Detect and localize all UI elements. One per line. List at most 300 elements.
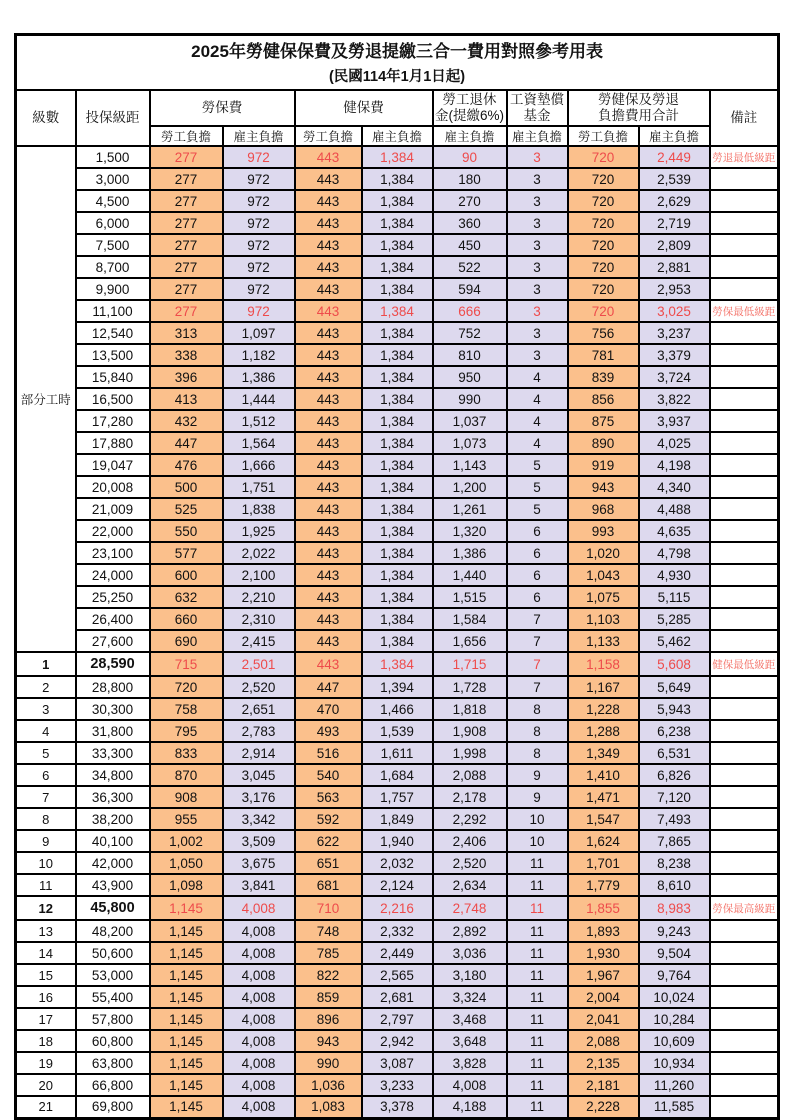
total-worker-cell: 720 [568,278,639,300]
health-worker-cell: 443 [295,542,362,564]
health-employer-cell: 2,216 [362,896,433,920]
health-worker-cell: 443 [295,212,362,234]
total-worker-cell: 720 [568,234,639,256]
level-cell: 8 [16,808,76,830]
health-employer-cell: 1,384 [362,520,433,542]
health-worker-cell: 443 [295,256,362,278]
subheader-labor-employer: 雇主負擔 [223,126,295,146]
total-employer-cell: 5,608 [639,652,710,676]
level-cell: 6 [16,764,76,786]
table-row [16,1096,779,1118]
labor-employer-cell: 3,675 [223,852,295,874]
total-worker-cell: 1,701 [568,852,639,874]
level-cell: 7 [16,786,76,808]
wage-fund-employer-cell: 8 [507,720,568,742]
bracket-cell: 30,300 [76,698,150,720]
wage-fund-employer-cell: 6 [507,586,568,608]
labor-employer-cell: 1,925 [223,520,295,542]
total-employer-cell: 8,610 [639,874,710,896]
health-worker-cell: 443 [295,168,362,190]
labor-worker-cell: 720 [150,676,223,698]
table-row [16,698,779,720]
level-cell: 21 [16,1096,76,1118]
bracket-cell: 53,000 [76,964,150,986]
wage-fund-employer-cell: 10 [507,830,568,852]
wage-fund-employer-cell: 10 [507,808,568,830]
title-row [16,35,779,91]
health-worker-cell: 470 [295,698,362,720]
bracket-cell: 20,008 [76,476,150,498]
health-worker-cell: 822 [295,964,362,986]
health-worker-cell: 592 [295,808,362,830]
bracket-cell: 3,000 [76,168,150,190]
health-employer-cell: 1,394 [362,676,433,698]
health-worker-cell: 540 [295,764,362,786]
table-row [16,168,779,190]
subheader-health-employer: 雇主負擔 [362,126,433,146]
health-employer-cell: 1,384 [362,234,433,256]
labor-employer-cell: 972 [223,278,295,300]
total-employer-cell: 6,826 [639,764,710,786]
wage-fund-employer-cell: 3 [507,212,568,234]
level-cell: 5 [16,742,76,764]
health-employer-cell: 1,384 [362,432,433,454]
table-row [16,454,779,476]
wage-fund-employer-cell: 3 [507,344,568,366]
level-cell: 14 [16,942,76,964]
total-employer-cell: 2,809 [639,234,710,256]
table-row [16,146,779,168]
bracket-cell: 26,400 [76,608,150,630]
health-worker-cell: 943 [295,1030,362,1052]
labor-worker-cell: 277 [150,146,223,168]
labor-employer-cell: 2,100 [223,564,295,586]
total-worker-cell: 1,624 [568,830,639,852]
wage-fund-employer-cell: 11 [507,1074,568,1096]
col-header-wage-fund: 工資墊償 基金 [507,90,568,126]
col-header-level: 級數 [16,90,76,146]
total-employer-cell: 4,798 [639,542,710,564]
level-cell: 9 [16,830,76,852]
labor-employer-cell: 1,838 [223,498,295,520]
health-employer-cell: 1,384 [362,608,433,630]
health-employer-cell: 2,124 [362,874,433,896]
bracket-cell: 57,800 [76,1008,150,1030]
bracket-cell: 31,800 [76,720,150,742]
labor-employer-cell: 972 [223,300,295,322]
labor-employer-cell: 3,176 [223,786,295,808]
remark-cell [710,920,779,942]
health-employer-cell: 2,449 [362,942,433,964]
labor-worker-cell: 500 [150,476,223,498]
wage-fund-employer-cell: 9 [507,786,568,808]
pension-employer-cell: 2,634 [433,874,507,896]
level-cell: 10 [16,852,76,874]
pension-employer-cell: 3,648 [433,1030,507,1052]
total-employer-cell: 4,340 [639,476,710,498]
bracket-cell: 27,600 [76,630,150,652]
labor-worker-cell: 600 [150,564,223,586]
labor-employer-cell: 1,666 [223,454,295,476]
pension-employer-cell: 1,818 [433,698,507,720]
level-cell: 13 [16,920,76,942]
health-worker-cell: 443 [295,498,362,520]
pension-employer-cell: 1,200 [433,476,507,498]
total-worker-cell: 720 [568,146,639,168]
total-employer-cell: 4,198 [639,454,710,476]
remark-cell [710,498,779,520]
table-row [16,964,779,986]
level-cell: 1 [16,652,76,676]
bracket-cell: 43,900 [76,874,150,896]
pension-employer-cell: 1,908 [433,720,507,742]
bracket-cell: 45,800 [76,896,150,920]
pension-employer-cell: 360 [433,212,507,234]
labor-employer-cell: 2,415 [223,630,295,652]
wage-fund-employer-cell: 11 [507,874,568,896]
wage-fund-employer-cell: 7 [507,630,568,652]
col-header-bracket: 投保級距 [76,90,150,146]
health-employer-cell: 3,378 [362,1096,433,1118]
wage-fund-employer-cell: 11 [507,1030,568,1052]
total-employer-cell: 11,585 [639,1096,710,1118]
remark-cell: 勞保最高級距 [710,896,779,920]
total-employer-cell: 3,724 [639,366,710,388]
col-header-remark: 備註 [710,90,779,146]
labor-employer-cell: 3,342 [223,808,295,830]
remark-cell [710,322,779,344]
total-worker-cell: 1,930 [568,942,639,964]
table-row [16,720,779,742]
total-employer-cell: 2,539 [639,168,710,190]
health-employer-cell: 1,384 [362,388,433,410]
health-worker-cell: 443 [295,322,362,344]
pension-employer-cell: 3,180 [433,964,507,986]
labor-worker-cell: 833 [150,742,223,764]
bracket-cell: 9,900 [76,278,150,300]
health-employer-cell: 1,384 [362,564,433,586]
table-row [16,256,779,278]
wage-fund-employer-cell: 5 [507,454,568,476]
pension-employer-cell: 1,073 [433,432,507,454]
labor-employer-cell: 972 [223,146,295,168]
table-row [16,498,779,520]
total-employer-cell: 9,764 [639,964,710,986]
total-employer-cell: 6,238 [639,720,710,742]
wage-fund-employer-cell: 9 [507,764,568,786]
labor-worker-cell: 413 [150,388,223,410]
health-employer-cell: 2,032 [362,852,433,874]
total-worker-cell: 856 [568,388,639,410]
remark-cell [710,410,779,432]
health-worker-cell: 443 [295,366,362,388]
bracket-cell: 63,800 [76,1052,150,1074]
bracket-cell: 25,250 [76,586,150,608]
remark-cell [710,542,779,564]
total-employer-cell: 10,284 [639,1008,710,1030]
table-row [16,786,779,808]
total-employer-cell: 7,865 [639,830,710,852]
total-worker-cell: 2,004 [568,986,639,1008]
remark-cell [710,388,779,410]
table-row [16,366,779,388]
premium-reference-table [14,33,780,1120]
table-row [16,942,779,964]
labor-worker-cell: 277 [150,168,223,190]
remark-cell [710,366,779,388]
health-worker-cell: 710 [295,896,362,920]
bracket-cell: 33,300 [76,742,150,764]
table-row [16,1052,779,1074]
labor-employer-cell: 972 [223,234,295,256]
health-employer-cell: 1,384 [362,366,433,388]
total-employer-cell: 4,635 [639,520,710,542]
total-worker-cell: 720 [568,190,639,212]
labor-employer-cell: 3,841 [223,874,295,896]
table-row [16,520,779,542]
bracket-cell: 17,280 [76,410,150,432]
wage-fund-employer-cell: 4 [507,388,568,410]
labor-employer-cell: 1,444 [223,388,295,410]
col-header-total: 勞健保及勞退 負擔費用合計 [568,90,710,126]
total-employer-cell: 8,238 [639,852,710,874]
labor-worker-cell: 795 [150,720,223,742]
health-employer-cell: 1,384 [362,300,433,322]
pension-employer-cell: 1,584 [433,608,507,630]
labor-employer-cell: 1,512 [223,410,295,432]
total-worker-cell: 1,020 [568,542,639,564]
health-worker-cell: 443 [295,146,362,168]
pension-employer-cell: 1,143 [433,454,507,476]
labor-employer-cell: 1,097 [223,322,295,344]
pension-employer-cell: 810 [433,344,507,366]
labor-employer-cell: 4,008 [223,1052,295,1074]
wage-fund-employer-cell: 3 [507,234,568,256]
total-employer-cell: 2,629 [639,190,710,212]
bracket-cell: 24,000 [76,564,150,586]
wage-fund-employer-cell: 3 [507,256,568,278]
labor-employer-cell: 2,022 [223,542,295,564]
total-worker-cell: 993 [568,520,639,542]
table-row [16,986,779,1008]
total-employer-cell: 2,881 [639,256,710,278]
total-worker-cell: 720 [568,168,639,190]
labor-employer-cell: 4,008 [223,964,295,986]
health-employer-cell: 2,332 [362,920,433,942]
pension-employer-cell: 2,178 [433,786,507,808]
remark-cell [710,476,779,498]
labor-employer-cell: 972 [223,256,295,278]
total-worker-cell: 720 [568,300,639,322]
wage-fund-employer-cell: 11 [507,920,568,942]
health-employer-cell: 1,384 [362,190,433,212]
pension-employer-cell: 2,088 [433,764,507,786]
health-worker-cell: 443 [295,476,362,498]
labor-worker-cell: 432 [150,410,223,432]
pension-employer-cell: 2,892 [433,920,507,942]
bracket-cell: 50,600 [76,942,150,964]
table-row [16,676,779,698]
pension-employer-cell: 950 [433,366,507,388]
labor-employer-cell: 2,651 [223,698,295,720]
labor-worker-cell: 870 [150,764,223,786]
health-employer-cell: 1,684 [362,764,433,786]
labor-employer-cell: 972 [223,168,295,190]
pension-employer-cell: 3,828 [433,1052,507,1074]
labor-employer-cell: 972 [223,212,295,234]
remark-cell [710,830,779,852]
pension-employer-cell: 180 [433,168,507,190]
health-employer-cell: 1,539 [362,720,433,742]
remark-cell [710,234,779,256]
labor-worker-cell: 577 [150,542,223,564]
total-worker-cell: 1,779 [568,874,639,896]
health-worker-cell: 443 [295,586,362,608]
total-worker-cell: 943 [568,476,639,498]
total-worker-cell: 1,967 [568,964,639,986]
remark-cell [710,742,779,764]
health-worker-cell: 443 [295,190,362,212]
level-cell: 2 [16,676,76,698]
bracket-cell: 11,100 [76,300,150,322]
level-cell: 19 [16,1052,76,1074]
total-worker-cell: 1,349 [568,742,639,764]
remark-cell [710,1030,779,1052]
table-row [16,344,779,366]
labor-worker-cell: 277 [150,234,223,256]
labor-worker-cell: 277 [150,212,223,234]
remark-cell [710,168,779,190]
labor-worker-cell: 1,002 [150,830,223,852]
wage-fund-employer-cell: 11 [507,1052,568,1074]
bracket-cell: 36,300 [76,786,150,808]
page-subtitle: (民國114年1月1日起) [328,69,466,85]
table-row [16,564,779,586]
health-employer-cell: 2,565 [362,964,433,986]
labor-employer-cell: 4,008 [223,942,295,964]
remark-cell: 勞退最低級距 [710,146,779,168]
health-employer-cell: 1,384 [362,498,433,520]
total-worker-cell: 2,228 [568,1096,639,1118]
level-cell: 16 [16,986,76,1008]
bracket-cell: 48,200 [76,920,150,942]
total-worker-cell: 1,471 [568,786,639,808]
header-group-row [16,90,779,126]
table-row [16,234,779,256]
remark-cell [710,432,779,454]
table-row [16,852,779,874]
remark-cell [710,586,779,608]
remark-cell [710,964,779,986]
total-worker-cell: 1,288 [568,720,639,742]
labor-worker-cell: 1,145 [150,1096,223,1118]
total-employer-cell: 4,488 [639,498,710,520]
labor-worker-cell: 1,050 [150,852,223,874]
health-worker-cell: 516 [295,742,362,764]
health-worker-cell: 443 [295,432,362,454]
pension-employer-cell: 1,998 [433,742,507,764]
total-employer-cell: 5,285 [639,608,710,630]
health-employer-cell: 2,681 [362,986,433,1008]
bracket-cell: 42,000 [76,852,150,874]
level-cell: 15 [16,964,76,986]
table-row [16,608,779,630]
bracket-cell: 12,540 [76,322,150,344]
subheader-total-worker: 勞工負擔 [568,126,639,146]
remark-cell [710,1096,779,1118]
table-row [16,410,779,432]
health-employer-cell: 1,384 [362,454,433,476]
total-worker-cell: 1,410 [568,764,639,786]
total-employer-cell: 3,025 [639,300,710,322]
total-employer-cell: 9,243 [639,920,710,942]
total-worker-cell: 919 [568,454,639,476]
total-worker-cell: 756 [568,322,639,344]
remark-cell [710,720,779,742]
pension-employer-cell: 270 [433,190,507,212]
wage-fund-employer-cell: 5 [507,498,568,520]
labor-worker-cell: 550 [150,520,223,542]
total-worker-cell: 890 [568,432,639,454]
health-employer-cell: 1,384 [362,630,433,652]
pension-employer-cell: 3,468 [433,1008,507,1030]
remark-cell [710,698,779,720]
labor-employer-cell: 1,386 [223,366,295,388]
health-employer-cell: 1,384 [362,322,433,344]
total-employer-cell: 3,822 [639,388,710,410]
health-worker-cell: 1,083 [295,1096,362,1118]
labor-worker-cell: 277 [150,300,223,322]
total-employer-cell: 7,120 [639,786,710,808]
level-cell: 3 [16,698,76,720]
bracket-cell: 40,100 [76,830,150,852]
total-worker-cell: 1,158 [568,652,639,676]
bracket-cell: 4,500 [76,190,150,212]
health-employer-cell: 3,233 [362,1074,433,1096]
table-row [16,920,779,942]
table-row [16,896,779,920]
health-employer-cell: 3,087 [362,1052,433,1074]
pension-employer-cell: 594 [433,278,507,300]
wage-fund-employer-cell: 4 [507,366,568,388]
health-employer-cell: 1,384 [362,410,433,432]
total-worker-cell: 839 [568,366,639,388]
pension-employer-cell: 2,748 [433,896,507,920]
health-employer-cell: 1,466 [362,698,433,720]
health-worker-cell: 443 [295,344,362,366]
wage-fund-employer-cell: 6 [507,564,568,586]
remark-cell [710,454,779,476]
health-worker-cell: 443 [295,278,362,300]
health-employer-cell: 1,611 [362,742,433,764]
remark-cell [710,1074,779,1096]
health-worker-cell: 443 [295,652,362,676]
pension-employer-cell: 2,520 [433,852,507,874]
remark-cell [710,764,779,786]
remark-cell [710,1008,779,1030]
wage-fund-employer-cell: 8 [507,698,568,720]
wage-fund-employer-cell: 6 [507,542,568,564]
health-employer-cell: 1,384 [362,344,433,366]
health-employer-cell: 1,384 [362,256,433,278]
labor-employer-cell: 2,501 [223,652,295,676]
total-worker-cell: 720 [568,212,639,234]
wage-fund-employer-cell: 11 [507,852,568,874]
labor-employer-cell: 2,310 [223,608,295,630]
page-title: 2025年勞健保保費及勞退提繳三合一費用對照參考用表 [191,42,603,61]
total-employer-cell: 2,719 [639,212,710,234]
remark-cell [710,676,779,698]
